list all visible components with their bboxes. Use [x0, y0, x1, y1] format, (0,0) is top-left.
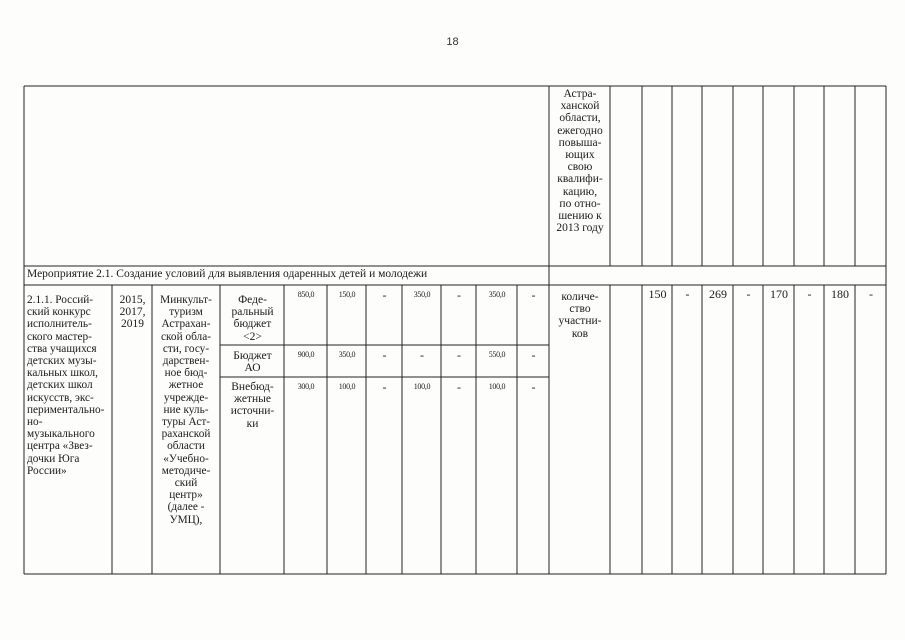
funding-value: 900,0: [297, 350, 315, 359]
funding-value: 100,0: [338, 382, 356, 391]
funding-value: 300,0: [297, 382, 315, 391]
funding-value: -: [382, 380, 387, 394]
funding-source-federal: Феде- ральный бюджет <2>: [231, 294, 274, 343]
funding-value: 350,0: [338, 350, 356, 359]
target-value: 170: [770, 287, 788, 301]
funding-value: -: [457, 348, 461, 362]
target-value: -: [685, 287, 690, 301]
event-title: Мероприятие 2.1. Создание условий для выявления одаренных детей и молодежи: [27, 268, 428, 280]
funding-value: -: [382, 288, 387, 302]
item-indicator: количе- ство участни- ков: [558, 291, 602, 340]
funding-value: -: [531, 288, 536, 302]
funding-value: 150,0: [338, 290, 356, 299]
funding-source-regional: Бюджет АО: [233, 350, 272, 375]
funding-value: -: [420, 348, 424, 362]
target-value: 180: [831, 287, 849, 301]
funding-value: -: [457, 380, 461, 394]
target-value: 269: [709, 287, 727, 301]
target-value: -: [807, 287, 812, 301]
funding-value: -: [531, 380, 536, 394]
target-value: 150: [648, 287, 667, 301]
funding-value: 850,0: [297, 290, 315, 299]
item-name: 2.1.1. Россий- ский конкурс исполнитель- ского мастер- ства учащихся детских музы- кальных школ, детских школ искусств, экс- периментально- но- музыкального центра «Звез- дочки Юга России»: [27, 294, 105, 477]
funding-value: 350,0: [488, 290, 506, 299]
funding-value: 100,0: [488, 382, 506, 391]
target-value: -: [869, 287, 873, 301]
funding-value: 100,0: [413, 382, 431, 391]
funding-source-extrabudgetary: Внебюд- жетные источни- ки: [230, 381, 275, 430]
page-number: 18: [446, 36, 459, 48]
top-indicator-text: Астра- ханской области, ежегодно повыша- ющих свою квалифи- кацию, по отно- шению к 2013 году: [556, 88, 604, 235]
funding-value: 550,0: [488, 350, 506, 359]
funding-value: -: [531, 348, 536, 362]
item-executor: Минкульт- туризм Астрахан- ской обла- сти, госу- дарствен- ное бюд- жетное учрежде- ние куль- туры Аст- раханской области «Учебно- методиче- ский центр» (далее - УМЦ),: [160, 294, 212, 526]
funding-value: -: [382, 348, 387, 362]
funding-value: -: [457, 288, 461, 302]
item-years: 2015, 2017, 2019: [119, 294, 146, 331]
target-value: -: [746, 287, 751, 301]
funding-value: 350,0: [413, 290, 431, 299]
